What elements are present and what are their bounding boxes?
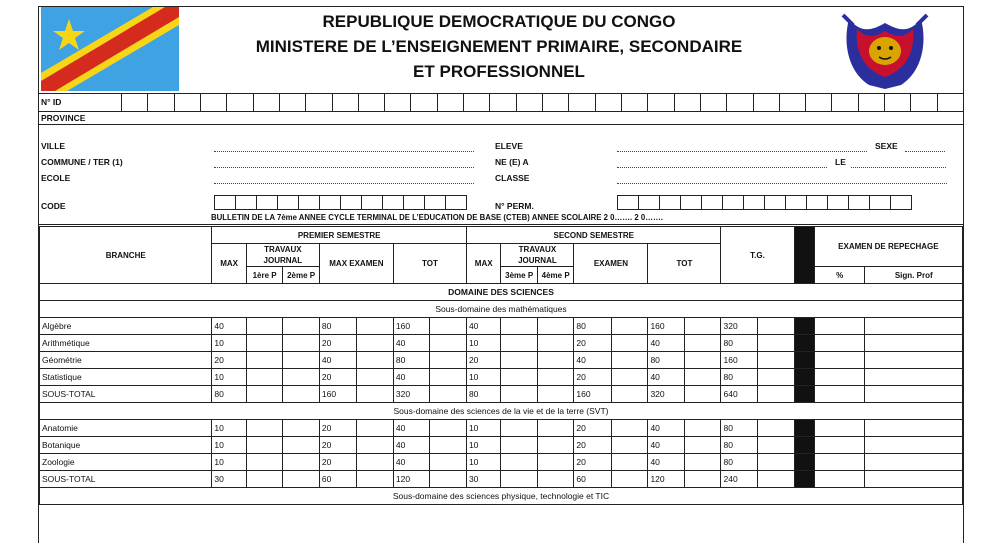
max-s1: 10 <box>212 437 246 454</box>
tg-max: 640 <box>721 386 758 403</box>
code-boxes[interactable] <box>214 195 466 210</box>
percent-cell[interactable] <box>814 335 865 352</box>
max-s1: 30 <box>212 471 246 488</box>
tot-s2-cell[interactable] <box>684 369 721 386</box>
id-digit-cell[interactable] <box>753 94 779 111</box>
black-separator <box>794 227 814 284</box>
p1-cell[interactable] <box>246 386 283 403</box>
max-s1: 10 <box>212 335 246 352</box>
subject-name: SOUS-TOTAL <box>40 471 212 488</box>
examen-s2-cell[interactable] <box>611 335 648 352</box>
id-digit-cell[interactable] <box>937 94 963 111</box>
id-digit-cell[interactable] <box>621 94 647 111</box>
p2-cell[interactable] <box>283 352 320 369</box>
examen-s1-cell[interactable] <box>357 352 394 369</box>
examen-s1-cell[interactable] <box>357 369 394 386</box>
examen-s1-cell[interactable] <box>357 454 394 471</box>
p2-cell[interactable] <box>283 335 320 352</box>
p4-cell[interactable] <box>537 420 574 437</box>
sign-cell[interactable] <box>865 318 963 335</box>
id-digit-cell[interactable] <box>147 94 173 111</box>
p1-cell[interactable] <box>246 318 283 335</box>
tot-s2-cell[interactable] <box>684 454 721 471</box>
id-digit-cell[interactable] <box>174 94 200 111</box>
tg-cell[interactable] <box>757 352 794 369</box>
id-digit-cell[interactable] <box>226 94 252 111</box>
p3-cell[interactable] <box>501 369 538 386</box>
tg-max: 320 <box>721 318 758 335</box>
examen-s2-cell[interactable] <box>611 454 648 471</box>
tg-cell[interactable] <box>757 454 794 471</box>
id-digit-cell[interactable] <box>779 94 805 111</box>
tg-max: 240 <box>721 471 758 488</box>
tot-s2-cell[interactable] <box>684 335 721 352</box>
report-card-sheet <box>38 6 964 543</box>
title-ministry: MINISTERE DE L’ENSEIGNEMENT PRIMAIRE, SECONDAIRE <box>255 37 743 56</box>
le-label: LE <box>835 157 846 167</box>
id-digit-cell[interactable] <box>253 94 279 111</box>
examen-s1-cell[interactable] <box>357 437 394 454</box>
id-digit-cell[interactable] <box>489 94 515 111</box>
examen-header-s2: EXAMEN <box>574 244 648 284</box>
examen-s2-cell[interactable] <box>611 386 648 403</box>
tot-s2-cell[interactable] <box>684 318 721 335</box>
id-digit-cell[interactable] <box>121 94 147 111</box>
id-digit-cell[interactable] <box>279 94 305 111</box>
p2-cell[interactable] <box>283 437 320 454</box>
tg-max: 160 <box>721 352 758 369</box>
id-digit-cell[interactable] <box>305 94 331 111</box>
examen-s2-cell[interactable] <box>611 471 648 488</box>
black-separator <box>794 318 814 335</box>
subject-name: Anatomie <box>40 420 212 437</box>
tg-cell[interactable] <box>757 437 794 454</box>
max-examen-s2: 60 <box>574 471 612 488</box>
student-info-block <box>39 125 963 225</box>
p1-cell[interactable] <box>246 454 283 471</box>
p4-cell[interactable] <box>537 386 574 403</box>
travaux-header-s2: TRAVAUX JOURNAL <box>501 244 574 267</box>
tot-max-s2: 40 <box>648 369 685 386</box>
max-examen-s1: 20 <box>319 437 357 454</box>
examen-s1-cell[interactable] <box>357 386 394 403</box>
tot-max-s1: 80 <box>393 352 430 369</box>
examen-s1-cell[interactable] <box>357 335 394 352</box>
max-examen-s1: 20 <box>319 369 357 386</box>
id-digit-cell[interactable] <box>463 94 489 111</box>
sexe-label: SEXE <box>875 141 898 151</box>
tg-max: 80 <box>721 369 758 386</box>
sexe-field[interactable] <box>905 151 945 152</box>
percent-cell[interactable] <box>814 352 865 369</box>
ecole-label: ECOLE <box>41 173 71 183</box>
p2-cell[interactable] <box>283 386 320 403</box>
subject-name: Géométrie <box>40 352 212 369</box>
max-examen-s1: 40 <box>319 352 357 369</box>
table-row <box>40 420 963 437</box>
eleve-label: ELEVE <box>495 141 523 151</box>
period-4-header: 4ème P <box>537 267 574 284</box>
table-row <box>40 335 963 352</box>
max-examen-s1: 20 <box>319 454 357 471</box>
p3-cell[interactable] <box>501 335 538 352</box>
percent-cell[interactable] <box>814 318 865 335</box>
max-s2: 10 <box>466 335 500 352</box>
code-label: CODE <box>41 201 66 211</box>
max-s1: 80 <box>212 386 246 403</box>
max-examen-s1: 80 <box>319 318 357 335</box>
max-s1: 10 <box>212 420 246 437</box>
subdomain-physics: Sous-domaine des sciences physique, technologie et TIC <box>40 488 963 505</box>
tot-max-s2: 320 <box>648 386 685 403</box>
id-digit-cell[interactable] <box>437 94 463 111</box>
max-s1: 10 <box>212 454 246 471</box>
tot-max-s2: 40 <box>648 335 685 352</box>
bulletin-title: BULLETIN DE LA 7ème ANNEE CYCLE TERMINAL DE L’EDUCATION DE BASE (CTEB) ANNEE SCOLAIRE 2 0……. 2 0……. <box>211 213 663 222</box>
max-s1: 40 <box>212 318 246 335</box>
p1-cell[interactable] <box>246 471 283 488</box>
repechage-header: EXAMEN DE REPECHAGE <box>814 227 962 267</box>
table-row <box>40 369 963 386</box>
tot-s1-cell[interactable] <box>430 471 467 488</box>
max-examen-s2: 40 <box>574 352 612 369</box>
period-2-header: 2ème P <box>283 267 320 284</box>
p3-cell[interactable] <box>501 454 538 471</box>
tot-max-s1: 320 <box>393 386 430 403</box>
tg-max: 80 <box>721 454 758 471</box>
tot-max-s1: 120 <box>393 471 430 488</box>
p4-cell[interactable] <box>537 369 574 386</box>
subject-name: Algèbre <box>40 318 212 335</box>
tg-cell[interactable] <box>757 369 794 386</box>
percent-cell[interactable] <box>814 386 865 403</box>
id-digit-cell[interactable] <box>884 94 910 111</box>
p4-cell[interactable] <box>537 335 574 352</box>
tg-cell[interactable] <box>757 420 794 437</box>
max-examen-header: MAX EXAMEN <box>319 244 393 284</box>
table-row <box>40 437 963 454</box>
max-examen-s2: 160 <box>574 386 612 403</box>
black-separator <box>794 352 814 369</box>
id-digit-cell[interactable] <box>858 94 884 111</box>
subject-name: Arithmétique <box>40 335 212 352</box>
p1-cell[interactable] <box>246 335 283 352</box>
title-republic: REPUBLIQUE DEMOCRATIQUE DU CONGO <box>322 12 676 31</box>
coat-of-arms-icon <box>839 11 931 91</box>
p3-cell[interactable] <box>501 437 538 454</box>
id-digit-cell[interactable] <box>332 94 358 111</box>
table-row <box>40 471 963 488</box>
p4-cell[interactable] <box>537 352 574 369</box>
p1-cell[interactable] <box>246 420 283 437</box>
examen-s2-cell[interactable] <box>611 369 648 386</box>
svt-rows <box>40 420 963 488</box>
tot-s2-cell[interactable] <box>684 420 721 437</box>
tot-max-s1: 40 <box>393 420 430 437</box>
tot-header-s1: TOT <box>393 244 466 284</box>
p2-cell[interactable] <box>283 420 320 437</box>
tot-s1-cell[interactable] <box>430 318 467 335</box>
domain-sciences: DOMAINE DES SCIENCES <box>40 284 963 301</box>
second-semestre-header: SECOND SEMESTRE <box>466 227 721 244</box>
id-digit-cell[interactable] <box>568 94 594 111</box>
tot-s1-cell[interactable] <box>430 386 467 403</box>
sign-cell[interactable] <box>865 386 963 403</box>
subject-name: SOUS-TOTAL <box>40 386 212 403</box>
tot-s2-cell[interactable] <box>684 437 721 454</box>
drc-flag-icon <box>41 7 179 91</box>
p2-cell[interactable] <box>283 369 320 386</box>
max-examen-s2: 20 <box>574 420 612 437</box>
p4-cell[interactable] <box>537 318 574 335</box>
p3-cell[interactable] <box>501 352 538 369</box>
tot-s2-cell[interactable] <box>684 352 721 369</box>
p3-cell[interactable] <box>501 471 538 488</box>
header-titles <box>189 7 809 84</box>
sign-cell[interactable] <box>865 335 963 352</box>
max-examen-s1: 60 <box>319 471 357 488</box>
id-digit-cell[interactable] <box>542 94 568 111</box>
tg-cell[interactable] <box>757 318 794 335</box>
tot-s1-cell[interactable] <box>430 352 467 369</box>
black-separator <box>794 386 814 403</box>
p1-cell[interactable] <box>246 369 283 386</box>
examen-s2-cell[interactable] <box>611 437 648 454</box>
max-examen-s2: 20 <box>574 437 612 454</box>
sign-cell[interactable] <box>865 454 963 471</box>
max-s2: 10 <box>466 369 500 386</box>
tot-s1-cell[interactable] <box>430 335 467 352</box>
travaux-header-s1: TRAVAUX JOURNAL <box>246 244 319 267</box>
max-s2: 40 <box>466 318 500 335</box>
subject-name: Zoologie <box>40 454 212 471</box>
tot-max-s1: 160 <box>393 318 430 335</box>
tot-max-s2: 40 <box>648 420 685 437</box>
tg-cell[interactable] <box>757 386 794 403</box>
max-examen-s1: 20 <box>319 420 357 437</box>
tot-max-s1: 40 <box>393 454 430 471</box>
commune-field[interactable] <box>214 167 474 168</box>
province-row[interactable]: PROVINCE <box>39 111 963 125</box>
sign-cell[interactable] <box>865 352 963 369</box>
percent-cell[interactable] <box>814 454 865 471</box>
max-examen-s1: 20 <box>319 335 357 352</box>
p1-cell[interactable] <box>246 352 283 369</box>
black-separator <box>794 437 814 454</box>
branche-header: BRANCHE <box>40 227 212 284</box>
id-label: N° ID <box>41 97 62 107</box>
premier-semestre-header: PREMIER SEMESTRE <box>212 227 467 244</box>
black-separator <box>794 471 814 488</box>
percent-cell[interactable] <box>814 471 865 488</box>
id-digit-cell[interactable] <box>358 94 384 111</box>
max-s2: 10 <box>466 454 500 471</box>
tot-max-s2: 40 <box>648 454 685 471</box>
max-s2: 10 <box>466 437 500 454</box>
id-digit-cell[interactable] <box>910 94 936 111</box>
id-number-row <box>39 93 963 112</box>
ecole-field[interactable] <box>214 183 474 184</box>
period-1-header: 1ère P <box>246 267 283 284</box>
max-s1: 20 <box>212 352 246 369</box>
p3-cell[interactable] <box>501 318 538 335</box>
id-digit-cell[interactable] <box>647 94 673 111</box>
table-row <box>40 352 963 369</box>
black-separator <box>794 454 814 471</box>
math-rows <box>40 318 963 403</box>
subdomain-svt: Sous-domaine des sciences de la vie et de la terre (SVT) <box>40 403 963 420</box>
tot-header-s2: TOT <box>648 244 721 284</box>
tg-cell[interactable] <box>757 335 794 352</box>
max-s2: 20 <box>466 352 500 369</box>
table-row <box>40 454 963 471</box>
tot-max-s2: 80 <box>648 352 685 369</box>
tot-max-s2: 120 <box>648 471 685 488</box>
max-examen-s2: 80 <box>574 318 612 335</box>
eleve-field[interactable] <box>617 151 867 152</box>
title-ministry-2: ET PROFESSIONNEL <box>413 62 585 81</box>
tot-s1-cell[interactable] <box>430 454 467 471</box>
tg-max: 80 <box>721 420 758 437</box>
header <box>39 7 963 93</box>
subject-name: Botanique <box>40 437 212 454</box>
commune-label: COMMUNE / TER (1) <box>41 157 123 167</box>
sign-cell[interactable] <box>865 369 963 386</box>
tot-s1-cell[interactable] <box>430 369 467 386</box>
examen-s2-cell[interactable] <box>611 352 648 369</box>
table-row <box>40 386 963 403</box>
id-digit-cell[interactable] <box>516 94 542 111</box>
percent-header: % <box>814 267 865 284</box>
p3-cell[interactable] <box>501 386 538 403</box>
max-s1: 10 <box>212 369 246 386</box>
max-examen-s2: 20 <box>574 454 612 471</box>
black-separator <box>794 369 814 386</box>
id-digit-cell[interactable] <box>805 94 831 111</box>
percent-cell[interactable] <box>814 369 865 386</box>
id-digit-cell[interactable] <box>410 94 436 111</box>
sign-cell[interactable] <box>865 437 963 454</box>
id-digit-cell[interactable] <box>831 94 857 111</box>
tot-s1-cell[interactable] <box>430 437 467 454</box>
id-digit-cell[interactable] <box>700 94 726 111</box>
perm-boxes[interactable] <box>617 195 911 210</box>
examen-s2-cell[interactable] <box>611 318 648 335</box>
p4-cell[interactable] <box>537 454 574 471</box>
tot-s2-cell[interactable] <box>684 386 721 403</box>
black-separator <box>794 335 814 352</box>
id-digit-cell[interactable] <box>384 94 410 111</box>
examen-s2-cell[interactable] <box>611 420 648 437</box>
percent-cell[interactable] <box>814 437 865 454</box>
tot-max-s2: 40 <box>648 437 685 454</box>
p3-cell[interactable] <box>501 420 538 437</box>
p4-cell[interactable] <box>537 471 574 488</box>
max-examen-s2: 20 <box>574 335 612 352</box>
black-separator <box>794 420 814 437</box>
id-digit-cell[interactable] <box>200 94 226 111</box>
tg-max: 80 <box>721 437 758 454</box>
grades-table <box>39 226 963 505</box>
sign-cell[interactable] <box>865 471 963 488</box>
p1-cell[interactable] <box>246 437 283 454</box>
examen-s1-cell[interactable] <box>357 471 394 488</box>
max-examen-s2: 20 <box>574 369 612 386</box>
classe-label: CLASSE <box>495 173 530 183</box>
period-3-header: 3ème P <box>501 267 538 284</box>
tot-s2-cell[interactable] <box>684 471 721 488</box>
tot-s1-cell[interactable] <box>430 420 467 437</box>
examen-s1-cell[interactable] <box>357 318 394 335</box>
tot-max-s1: 40 <box>393 369 430 386</box>
sign-cell[interactable] <box>865 420 963 437</box>
ville-label: VILLE <box>41 141 66 151</box>
examen-s1-cell[interactable] <box>357 420 394 437</box>
p2-cell[interactable] <box>283 454 320 471</box>
id-digit-cell[interactable] <box>674 94 700 111</box>
p4-cell[interactable] <box>537 437 574 454</box>
max-s2: 80 <box>466 386 500 403</box>
tg-cell[interactable] <box>757 471 794 488</box>
ville-field[interactable] <box>214 151 474 152</box>
subdomain-math: Sous-domaine des mathématiques <box>40 301 963 318</box>
p2-cell[interactable] <box>283 471 320 488</box>
p2-cell[interactable] <box>283 318 320 335</box>
percent-cell[interactable] <box>814 420 865 437</box>
perm-label: N° PERM. <box>495 201 534 211</box>
table-row <box>40 318 963 335</box>
max-header-s2: MAX <box>466 244 500 284</box>
tg-header: T.G. <box>721 227 794 284</box>
max-s2: 10 <box>466 420 500 437</box>
tot-max-s2: 160 <box>648 318 685 335</box>
tot-max-s1: 40 <box>393 335 430 352</box>
max-s2: 30 <box>466 471 500 488</box>
sign-prof-header: Sign. Prof <box>865 267 963 284</box>
id-digit-cell[interactable] <box>595 94 621 111</box>
max-examen-s1: 160 <box>319 386 357 403</box>
max-header-s1: MAX <box>212 244 246 284</box>
tot-max-s1: 40 <box>393 437 430 454</box>
date-field[interactable] <box>851 167 946 168</box>
subject-name: Statistique <box>40 369 212 386</box>
classe-field[interactable] <box>617 183 947 184</box>
id-digit-cell[interactable] <box>726 94 752 111</box>
ne-field[interactable] <box>617 167 827 168</box>
tg-max: 80 <box>721 335 758 352</box>
ne-label: NE (E) A <box>495 157 529 167</box>
